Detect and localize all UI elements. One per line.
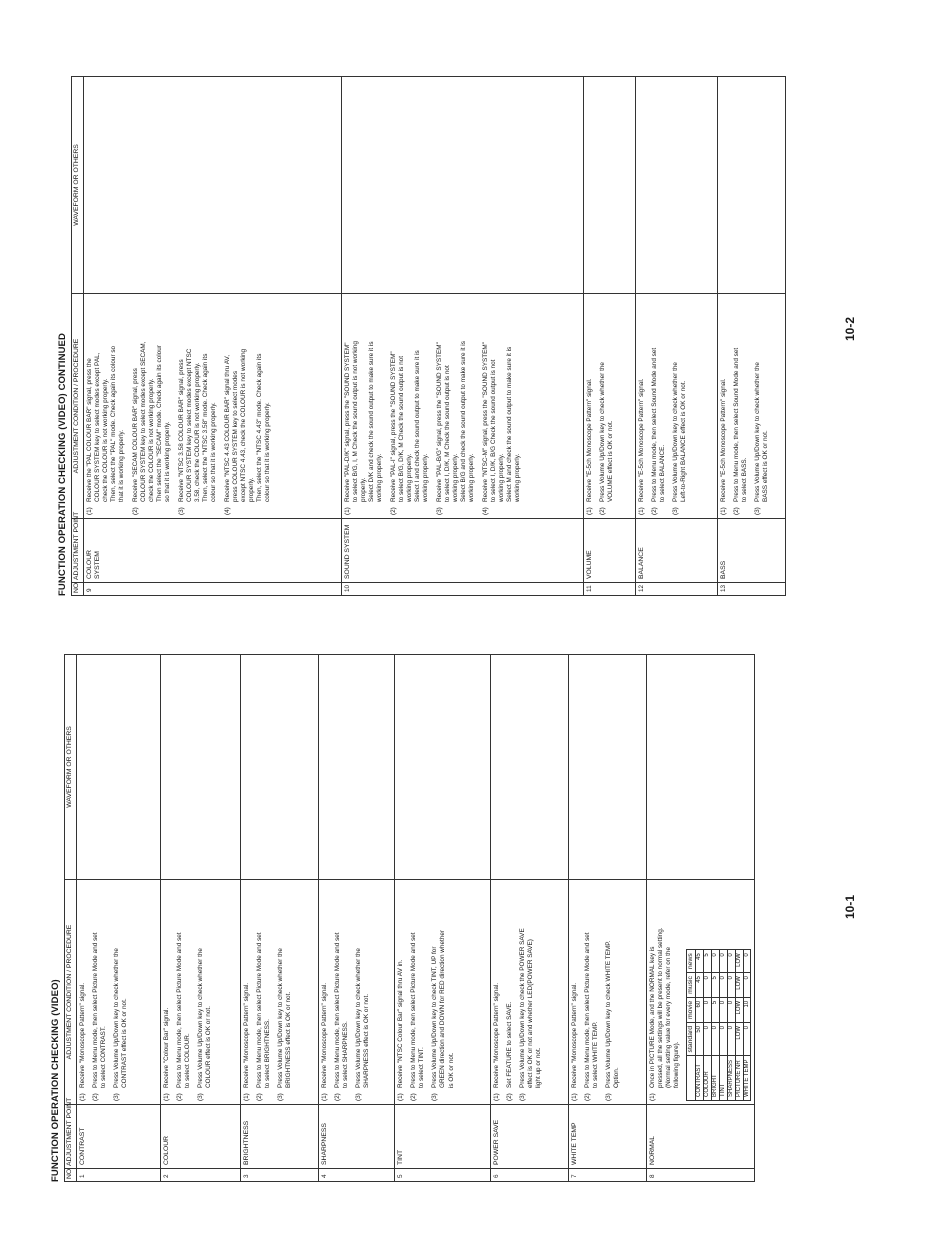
step-text: Press to Menu mode, then select Sound Mode and set to select BASS.	[732, 347, 749, 502]
waveform-cell	[717, 77, 785, 294]
step-label: (1)	[396, 1093, 404, 1101]
normal-value: 0	[743, 1022, 751, 1055]
step-text: Receive the "PAL COLOUR BAR" signal, press the COLOUR SYSTEM key to select modes except PAL, check the COLOUR is not working properly. Then, select the "PAL" mode. Check again its colour so that it is working properly.	[85, 345, 126, 502]
procedure-step	[277, 883, 293, 1101]
normal-value: LOW	[735, 1022, 743, 1055]
adjustment-point: SOUND SYSTEM	[341, 519, 583, 583]
step-label: (2)	[505, 1093, 513, 1101]
table-row	[318, 655, 394, 1182]
procedure-step	[482, 297, 523, 515]
step-label: (1)	[343, 507, 351, 515]
waveform-cell	[76, 655, 160, 880]
step-label: (3)	[431, 1093, 439, 1101]
procedure-cell	[568, 880, 646, 1105]
step-label: (2)	[598, 507, 606, 515]
adjustment-point: SHARPNESS	[318, 1105, 394, 1169]
normal-row	[727, 950, 735, 1101]
normal-value: 45	[696, 950, 704, 973]
step-text: Press Volume Up/Down key to check the POWER SAVE effect is OK or not and whether LED(POWER SAVE) light up or not.	[519, 928, 543, 1088]
table-row	[76, 655, 160, 1182]
row-number: 8	[646, 1169, 755, 1182]
page-10-1	[48, 654, 768, 1182]
header-waveform: WAVEFORM OR OTHERS	[72, 77, 84, 294]
step-text: Receive "NTSC-M" signal, press the "SOUND SYSTEM" to select I, D/K, B/G Check the sound output is not working properly. Select M and check the sound output to make sure it is working properly.	[481, 341, 522, 502]
normal-row	[696, 950, 704, 1101]
procedure-step	[733, 297, 749, 515]
normal-value: 0	[727, 997, 735, 1022]
procedure-step	[334, 883, 350, 1101]
header-no: NO	[65, 1169, 77, 1182]
step-text: Press Volume Up/Down key to check whether the BRIGHTNESS effect is OK or not.	[277, 948, 293, 1088]
table-row	[568, 655, 646, 1182]
row-number: 5	[394, 1169, 490, 1182]
adjustment-point: TINT	[394, 1105, 490, 1169]
procedure-cell	[717, 294, 785, 519]
step-text: Press Volume Up/Down key to check TINT, UP for GREEN direction and DOWN for RED direction whether is OK or not.	[431, 929, 455, 1088]
procedure-cell	[635, 294, 717, 519]
adjustment-point: COLOUR SYSTEM	[83, 519, 341, 583]
normal-value: 45	[696, 973, 704, 998]
normal-value: 0	[704, 973, 712, 998]
procedure-step	[79, 883, 87, 1101]
normal-param: CONTRAST	[696, 1056, 704, 1101]
adjustment-point: NORMAL	[646, 1105, 755, 1169]
procedure-step	[224, 297, 273, 515]
procedure-step	[638, 297, 646, 515]
waveform-cell	[583, 77, 635, 294]
procedure-step	[243, 883, 251, 1101]
normal-corner	[687, 1056, 696, 1101]
normal-param: PICTURE NR	[735, 1056, 743, 1101]
procedure-cell	[490, 880, 568, 1105]
step-text: Receive "Monoscope Pattern" signal.	[242, 982, 250, 1088]
adjustment-point: BALANCE	[635, 519, 717, 583]
header-waveform: WAVEFORM OR OTHERS	[65, 655, 77, 880]
procedure-step	[651, 297, 667, 515]
normal-param: BRIGHT	[712, 1056, 720, 1101]
step-text: Receive "Monoscope Pattern" signal.	[570, 982, 578, 1088]
step-text: Press Volume Up/Down key to check whether the COLOUR effect is OK or not.	[197, 948, 213, 1088]
step-label: (3)	[355, 1093, 363, 1101]
step-label: (2)	[583, 1093, 591, 1101]
step-label: (2)	[255, 1093, 263, 1101]
procedure-cell	[583, 294, 635, 519]
row-number: 2	[160, 1169, 240, 1182]
step-text: Press Volume Up/Down key to check whether the SHARPNESS effect is OK or not.	[355, 948, 371, 1088]
normal-value: 50	[696, 1022, 704, 1055]
table-row	[240, 655, 318, 1182]
step-text: Receive "E-5ch Monoscope Pattern" signal.	[637, 378, 645, 502]
row-number: 3	[240, 1169, 318, 1182]
page-10-2	[55, 76, 790, 596]
procedure-step	[178, 297, 219, 515]
operation-table	[64, 654, 755, 1182]
normal-value: 5	[704, 950, 712, 973]
procedure-step	[519, 883, 544, 1101]
step-label: (2)	[131, 507, 139, 515]
step-label: (3)	[177, 507, 185, 515]
step-text: Receive "PAL-B/G" signal, press the "SOUND SYSTEM" to select I, D/K, M Check the sound output is not working properly. Select B/G and check the sound output to make sure it is working properly.	[435, 341, 476, 502]
step-label: (1)	[585, 507, 593, 515]
procedure-step	[493, 883, 501, 1101]
header-procedure: ADJUSTMENT CONDITION / PROCEDURE	[65, 880, 77, 1105]
step-text: Press to Menu mode, then select Picture Mode and set to select BRIGHTNESS.	[255, 932, 272, 1088]
row-number: 9	[83, 583, 341, 596]
procedure-step	[132, 297, 173, 515]
step-text: Once in PICTURE Mode, and the NORMAL key is pressed, all the settings will be present to normal setting. (Normal setting value for every mode, refer on the following figure).	[648, 927, 681, 1088]
operation-table	[71, 76, 786, 596]
normal-value: 0	[704, 1022, 712, 1055]
procedure-cell	[394, 880, 490, 1105]
normal-value: 0	[727, 950, 735, 973]
adjustment-point: COLOUR	[160, 1105, 240, 1169]
normal-value: 0	[712, 950, 720, 973]
step-label: (2)	[91, 1093, 99, 1101]
mode-header: movie	[687, 997, 696, 1022]
header-no: NO	[72, 583, 84, 596]
step-text: Receive "E-5ch Monoscope Pattern" signal.	[585, 378, 593, 502]
table-row	[635, 77, 717, 596]
procedure-step	[397, 883, 405, 1101]
step-text: Receive "NTSC 4.43 COLOUR BAR" signal thru AV, press COLOUR SYSTEM key to select modes except NTSC 4.43, check the COLOUR is not working properly. Then, select the "NTSC 4.43" mode. Check again its colour so that it is working properly.	[223, 348, 272, 502]
table-row	[583, 77, 635, 596]
normal-header-row	[687, 950, 696, 1101]
row-number: 1	[76, 1169, 160, 1182]
procedure-step	[672, 297, 688, 515]
step-text: Press to Menu mode, then select Sound Mode and set to select BALANCE.	[650, 347, 667, 502]
normal-value: 0	[727, 973, 735, 998]
table-body	[76, 655, 755, 1182]
page-title: FUNCTION OPERATION CHECKING (VIDEO)	[50, 979, 61, 1182]
normal-value: 0	[727, 1022, 735, 1055]
step-label: (4)	[481, 507, 489, 515]
step-label: (3)	[277, 1093, 285, 1101]
procedure-step	[754, 297, 770, 515]
table-row	[83, 77, 341, 596]
row-number: 4	[318, 1169, 394, 1182]
step-label: (2)	[650, 507, 658, 515]
normal-param: COLOUR	[704, 1056, 712, 1101]
procedure-step	[720, 297, 728, 515]
row-number: 11	[583, 583, 635, 596]
step-label: (3)	[672, 507, 680, 515]
normal-value: 10	[743, 997, 751, 1022]
procedure-step	[176, 883, 192, 1101]
normal-value: 60	[696, 997, 704, 1022]
normal-param: SHARPNESS	[727, 1056, 735, 1101]
procedure-step	[586, 297, 594, 515]
normal-value: 0	[719, 997, 727, 1022]
step-label: (2)	[389, 507, 397, 515]
normal-value: 0	[743, 950, 751, 973]
step-label: (1)	[637, 507, 645, 515]
step-label: (1)	[492, 1093, 500, 1101]
procedure-step	[321, 883, 329, 1101]
step-label: (2)	[409, 1093, 417, 1101]
procedure-step	[344, 297, 385, 515]
table-row	[717, 77, 785, 596]
adjustment-point: POWER SAVE	[490, 1105, 568, 1169]
procedure-step	[649, 883, 682, 1101]
normal-value: 0	[743, 973, 751, 998]
normal-row	[704, 950, 712, 1101]
procedure-step	[197, 883, 213, 1101]
waveform-cell	[490, 655, 568, 880]
table-header-row	[65, 655, 77, 1182]
step-label: (2)	[333, 1093, 341, 1101]
waveform-cell	[568, 655, 646, 880]
normal-row	[719, 950, 727, 1101]
header-adjustment-point: ADJUSTMENT POINT	[72, 519, 84, 583]
procedure-step	[113, 883, 129, 1101]
procedure-step	[571, 883, 579, 1101]
procedure-step	[506, 883, 514, 1101]
header-adjustment-point: ADJUSTMENT POINT	[65, 1105, 77, 1169]
procedure-step	[256, 883, 272, 1101]
step-label: (1)	[320, 1093, 328, 1101]
step-text: Receive "E-5ch Monoscope Pattern" signal.	[719, 378, 727, 502]
procedure-step	[431, 883, 456, 1101]
row-number: 6	[490, 1169, 568, 1182]
step-text: Receive "Colour Bar" signal.	[162, 1007, 170, 1088]
normal-value: 0	[712, 1022, 720, 1055]
row-number: 13	[717, 583, 785, 596]
table-row	[160, 655, 240, 1182]
step-text: Press to Menu mode, then select Picture Mode and set to select COLOUR.	[175, 932, 192, 1088]
adjustment-point: WHITE TEMP	[568, 1105, 646, 1169]
page-number: 10-1	[843, 894, 858, 920]
step-text: Set FEATURE to select SAVE.	[505, 1001, 513, 1088]
normal-settings-table	[686, 949, 751, 1101]
step-text: Press Volume Up/Down key to check whether the Left-to-Right BALANCE effect is OK or not.	[672, 362, 688, 502]
step-label: (1)	[85, 507, 93, 515]
normal-row	[712, 950, 720, 1101]
procedure-cell	[240, 880, 318, 1105]
step-label: (2)	[732, 507, 740, 515]
normal-param: WHITE TEMP	[743, 1056, 751, 1101]
normal-value: 0	[719, 1022, 727, 1055]
mode-header: news	[687, 950, 696, 973]
adjustment-point: BRIGHTNESS	[240, 1105, 318, 1169]
row-number: 7	[568, 1169, 646, 1182]
procedure-step	[410, 883, 426, 1101]
step-label: (4)	[223, 507, 231, 515]
procedure-step	[92, 883, 108, 1101]
row-number: 12	[635, 583, 717, 596]
adjustment-point: VOLUME	[583, 519, 635, 583]
table-body	[83, 77, 785, 596]
step-label: (3)	[605, 1093, 613, 1101]
procedure-cell	[318, 880, 394, 1105]
step-label: (2)	[175, 1093, 183, 1101]
procedure-cell	[76, 880, 160, 1105]
step-text: Press to Menu mode, then select Picture Mode and set to select TINT.	[409, 932, 426, 1088]
step-text: Press Volume Up/Down key to check whether the CONTRAST effect is OK or not.	[113, 948, 129, 1088]
normal-value: 0	[704, 997, 712, 1022]
procedure-cell	[646, 880, 755, 1105]
step-label: (1)	[570, 1093, 578, 1101]
procedure-step	[436, 297, 477, 515]
step-text: Receive "PAL-I" signal, press the "SOUND SYSTEM" to select B/G, D/K, M Check the sound output is not working properly. Select I and check the sound output to make sure it is working properly.	[389, 350, 430, 502]
table-header-row	[72, 77, 84, 596]
step-text: Receive "SECAM COLOUR BAR" signal, press COLOUR SYSTEM key to select modes except SECAM, check the COLOUR is not working properly. Then select the "SECAM" mode. Check again its colour so that it is working properly.	[131, 341, 172, 502]
step-text: Receive "Monoscope Pattern" signal.	[492, 982, 500, 1088]
normal-param: TINT	[719, 1056, 727, 1101]
procedure-step	[163, 883, 171, 1101]
step-label: (3)	[435, 507, 443, 515]
step-text: Receive "NTSC 3.58 COLOUR BAR" signal, press COLOUR SYSTEM key to select modes except NTSC 3.58, check the COLOUR is not working properly. Then, select the "NTSC 3.58" mode. Check again its colour so that it is working properly.	[177, 348, 218, 502]
procedure-step	[584, 883, 600, 1101]
procedure-cell	[83, 294, 341, 519]
procedure-cell	[341, 294, 583, 519]
procedure-step	[599, 297, 615, 515]
normal-value: 0	[719, 950, 727, 973]
waveform-cell	[160, 655, 240, 880]
adjustment-point: BASS	[717, 519, 785, 583]
step-label: (1)	[242, 1093, 250, 1101]
procedure-step	[390, 297, 431, 515]
procedure-step	[355, 883, 371, 1101]
procedure-step	[605, 883, 621, 1101]
waveform-cell	[394, 655, 490, 880]
step-text: Receive "Monoscope Pattern" signal.	[320, 982, 328, 1088]
step-text: Receive "Monoscope Pattern" signal.	[78, 982, 86, 1088]
normal-value: LOW	[735, 997, 743, 1022]
page-number: 10-2	[843, 316, 858, 342]
step-text: Receive "PAL-D/K" signal, press the "SOUND SYSTEM" to select B/G, I, M Check the sound output is not working properly. Select D/K and check the sound output to make sure it is working properly.	[343, 341, 384, 502]
step-label: (3)	[519, 1093, 527, 1101]
normal-value: 5	[712, 973, 720, 998]
normal-value: LOW	[735, 950, 743, 973]
adjustment-point: CONTRAST	[76, 1105, 160, 1169]
step-text: Press Volume Up/Down key to check whether the BASS effect is OK or not.	[754, 362, 770, 502]
procedure-cell	[160, 880, 240, 1105]
waveform-cell	[83, 77, 341, 294]
normal-value: 0	[719, 973, 727, 998]
procedure-step	[86, 297, 127, 515]
step-text: Press Volume Up/Down key to check WHITE TEMP. Option.	[605, 940, 621, 1088]
page-title: FUNCTION OPERATION CHECKING (VIDEO) CONTINUED	[57, 333, 68, 596]
table-row	[394, 655, 490, 1182]
normal-value: 5	[712, 997, 720, 1022]
normal-row	[735, 950, 743, 1101]
normal-row	[743, 950, 751, 1101]
step-label: (3)	[197, 1093, 205, 1101]
step-text: Press to Menu mode, then select Picture Mode and set to select WHITE TEMP.	[583, 932, 600, 1088]
step-text: Press Volume Up/Down key to check whether the VOLUME effect is OK or not.	[598, 362, 615, 502]
waveform-cell	[318, 655, 394, 880]
step-text: Press to Menu mode, then select Picture Mode and set to select CONTRAST.	[91, 932, 108, 1088]
step-text: Press to Menu mode, then select Picture Mode and set to select SHARPNESS.	[333, 932, 350, 1088]
step-label: (3)	[754, 507, 762, 515]
mode-header: standard	[687, 1022, 696, 1055]
step-label: (1)	[162, 1093, 170, 1101]
table-row	[341, 77, 583, 596]
waveform-cell	[635, 77, 717, 294]
step-label: (1)	[719, 507, 727, 515]
step-label: (1)	[648, 1093, 656, 1101]
table-row	[646, 655, 755, 1182]
mode-header: music	[687, 973, 696, 998]
normal-value: LOW	[735, 973, 743, 998]
header-procedure: ADJUSTMENT CONDITION / PROCEDURE	[72, 294, 84, 519]
waveform-cell	[341, 77, 583, 294]
waveform-cell	[240, 655, 318, 880]
row-number: 10	[341, 583, 583, 596]
step-text: Receive "NTSC Colour Bar" signal thru AV in.	[396, 959, 404, 1088]
step-label: (3)	[113, 1093, 121, 1101]
waveform-cell	[646, 655, 755, 880]
table-row	[490, 655, 568, 1182]
step-label: (1)	[78, 1093, 86, 1101]
